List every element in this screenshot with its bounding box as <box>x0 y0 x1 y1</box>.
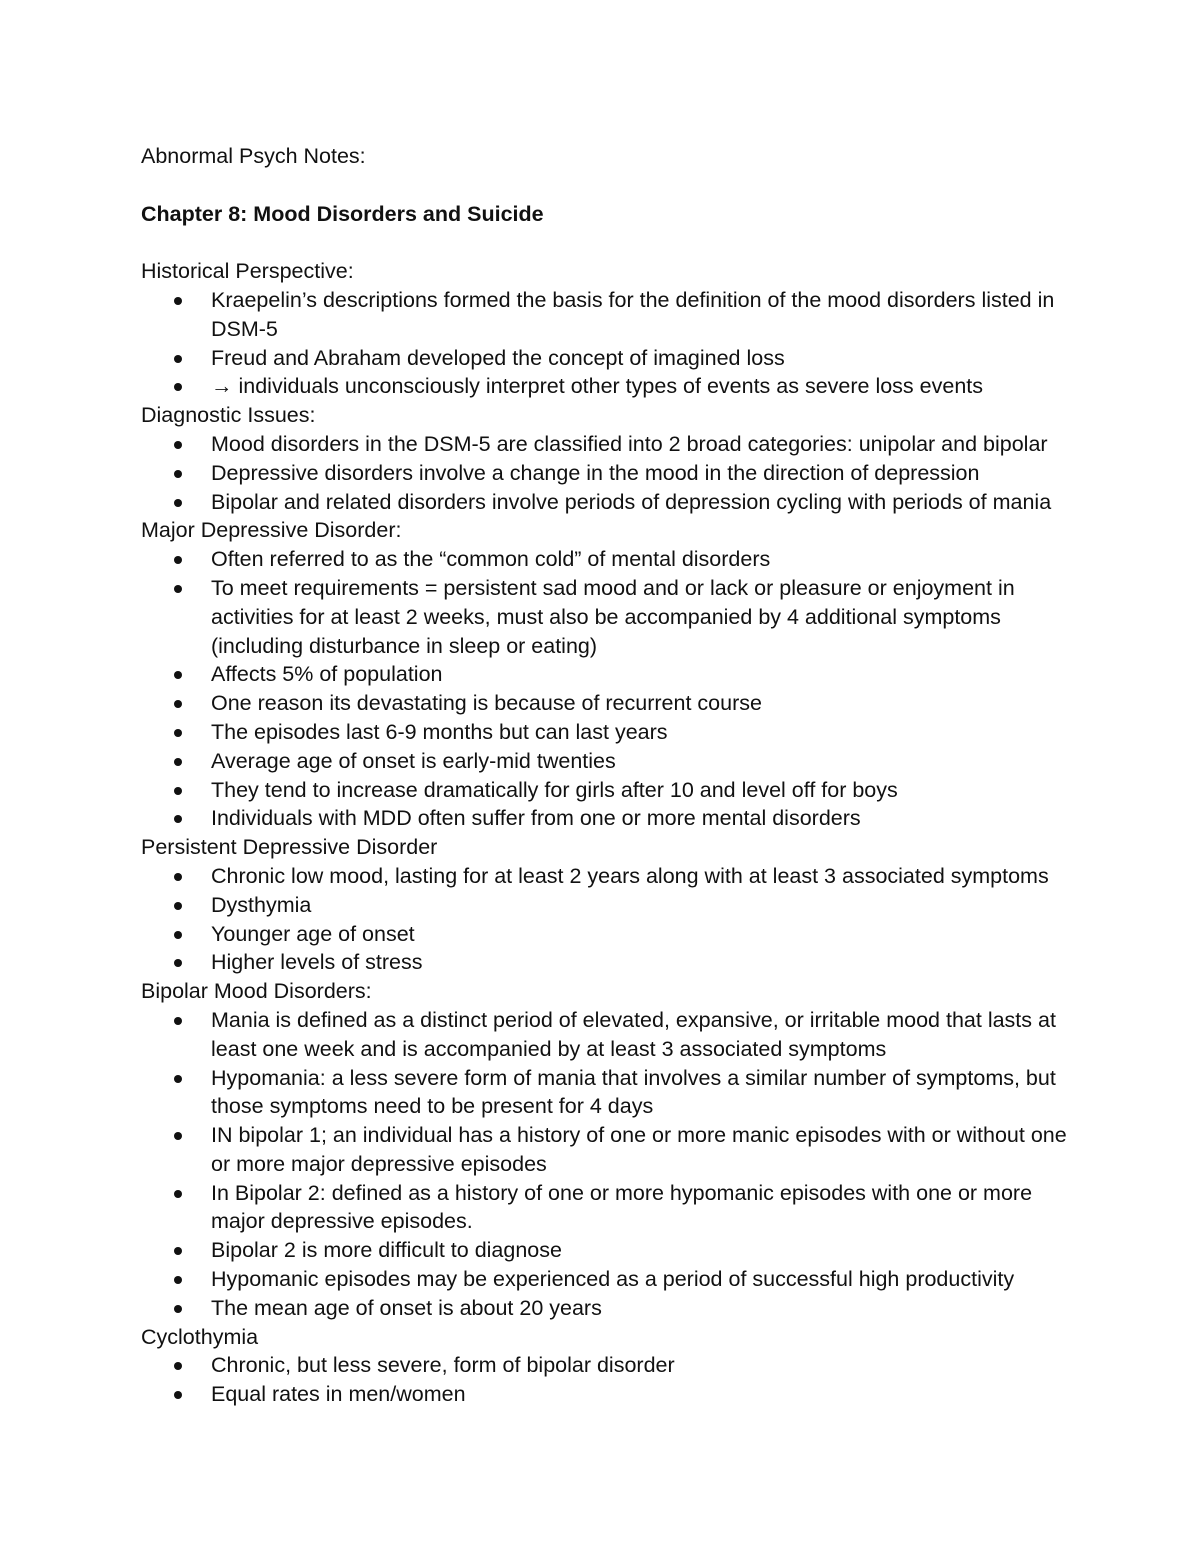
list-item <box>141 689 1081 718</box>
list-item-text: Chronic low mood, lasting for at least 2 years along with at least 3 associated symptoms <box>211 863 1049 888</box>
section-historical-perspective <box>141 257 1081 401</box>
list-item-text: One reason its devastating is because of recurrent course <box>211 691 762 716</box>
bullet-icon <box>174 1132 182 1140</box>
list-item-text: Individuals with MDD often suffer from one or more mental disorders <box>211 806 861 831</box>
bullet-icon <box>174 297 182 305</box>
document-title: Abnormal Psych Notes: <box>141 144 366 168</box>
list-item-text: Dysthymia <box>211 892 312 917</box>
list-item <box>141 1121 1081 1179</box>
bullet-icon <box>174 585 182 593</box>
list-item-text: Hypomania: a less severe form of mania that involves a similar number of symptoms, but those symptoms need to be present for 4 days <box>211 1065 1056 1119</box>
list-item-text: Affects 5% of population <box>211 662 443 687</box>
list-item <box>141 1380 1081 1409</box>
list-item-text: Depressive disorders involve a change in the mood in the direction of depression <box>211 460 980 485</box>
list-item-text: Equal rates in men/women <box>211 1382 466 1407</box>
bullet-icon <box>174 959 182 967</box>
list-item <box>141 920 1081 949</box>
section-cyclothymia <box>141 1323 1081 1409</box>
list-item <box>141 1179 1081 1237</box>
list-item-text: Chronic, but less severe, form of bipolar disorder <box>211 1353 675 1378</box>
list-item <box>141 718 1081 747</box>
bullet-list <box>141 286 1081 401</box>
bullet-icon <box>174 1362 182 1370</box>
list-item-text: Higher levels of stress <box>211 950 423 975</box>
chapter-title: Chapter 8: Mood Disorders and Suicide <box>141 201 544 226</box>
document-page <box>141 142 1081 1409</box>
list-item <box>141 344 1081 373</box>
bullet-icon <box>174 556 182 564</box>
list-item <box>141 1006 1081 1064</box>
bullet-list <box>141 1006 1081 1323</box>
bullet-icon <box>174 902 182 910</box>
list-item-text: In Bipolar 2: defined as a history of one or more hypomanic episodes with one or more major depressive episodes. <box>211 1180 1033 1234</box>
list-item <box>141 459 1081 488</box>
list-item <box>141 372 1081 401</box>
list-item-text: Average age of onset is early-mid twenties <box>211 748 616 773</box>
bullet-icon <box>174 700 182 708</box>
section-heading: Major Depressive Disorder: <box>141 518 402 543</box>
list-item-text: They tend to increase dramatically for girls after 10 and level off for boys <box>211 777 898 802</box>
section-heading: Persistent Depressive Disorder <box>141 835 438 860</box>
list-item <box>141 660 1081 689</box>
list-item <box>141 1265 1081 1294</box>
list-item <box>141 862 1081 891</box>
bullet-icon <box>174 441 182 449</box>
bullet-icon <box>174 383 182 391</box>
list-item <box>141 574 1081 660</box>
bullet-list <box>141 430 1081 516</box>
section-major-depressive-disorder <box>141 516 1081 833</box>
list-item-text: The mean age of onset is about 20 years <box>211 1295 602 1320</box>
bullet-icon <box>174 729 182 737</box>
bullet-icon <box>174 671 182 679</box>
bullet-icon <box>174 873 182 881</box>
list-item-text: Freud and Abraham developed the concept of imagined loss <box>211 345 785 370</box>
bullet-icon <box>174 355 182 363</box>
list-item <box>141 1236 1081 1265</box>
bullet-icon <box>174 815 182 823</box>
bullet-icon <box>174 1190 182 1198</box>
list-item-text: → individuals unconsciously interpret other types of events as severe loss events <box>211 374 984 399</box>
section-heading: Cyclothymia <box>141 1324 259 1349</box>
list-item <box>141 1294 1081 1323</box>
list-item <box>141 1064 1081 1122</box>
list-item <box>141 1351 1081 1380</box>
list-item <box>141 488 1081 517</box>
bullet-icon <box>174 470 182 478</box>
list-item <box>141 776 1081 805</box>
list-item-text: Often referred to as the “common cold” of mental disorders <box>211 547 771 572</box>
list-item-text: Bipolar 2 is more difficult to diagnose <box>211 1238 562 1263</box>
list-item-text: The episodes last 6-9 months but can last years <box>211 719 668 744</box>
list-item <box>141 545 1081 574</box>
list-item <box>141 891 1081 920</box>
list-item-text: To meet requirements = persistent sad mood and or lack or pleasure or enjoyment in activities for at least 2 weeks, must also be accompanied by 4 additional symptoms (including disturbance in sleep or eating) <box>211 575 1015 658</box>
bullet-list <box>141 1351 1081 1409</box>
section-heading: Historical Perspective: <box>141 259 354 284</box>
section-persistent-depressive-disorder <box>141 833 1081 977</box>
list-item <box>141 286 1081 344</box>
section-diagnostic-issues <box>141 401 1081 516</box>
bullet-icon <box>174 1075 182 1083</box>
list-item <box>141 948 1081 977</box>
bullet-icon <box>174 1017 182 1025</box>
bullet-icon <box>174 758 182 766</box>
list-item-text: Younger age of onset <box>211 921 415 946</box>
section-heading: Diagnostic Issues: <box>141 403 316 428</box>
bullet-icon <box>174 1247 182 1255</box>
bullet-list <box>141 545 1081 833</box>
list-item-text: Mood disorders in the DSM-5 are classified into 2 broad categories: unipolar and bipolar <box>211 431 1048 456</box>
list-item-text: Mania is defined as a distinct period of elevated, expansive, or irritable mood that lasts at least one week and is accompanied by at least 3 associated symptoms <box>211 1007 1056 1061</box>
list-item <box>141 430 1081 459</box>
bullet-icon <box>174 1305 182 1313</box>
section-bipolar-mood-disorders <box>141 977 1081 1323</box>
bullet-icon <box>174 787 182 795</box>
bullet-icon <box>174 931 182 939</box>
list-item <box>141 747 1081 776</box>
bullet-icon <box>174 1276 182 1284</box>
list-item-text: Kraepelin’s descriptions formed the basis for the definition of the mood disorders listed in DSM-5 <box>211 287 1055 341</box>
section-heading: Bipolar Mood Disorders: <box>141 979 372 1004</box>
list-item-text: IN bipolar 1; an individual has a history of one or more manic episodes with or without one or more major depressive episodes <box>211 1123 1067 1176</box>
bullet-icon <box>174 1391 182 1399</box>
list-item-text: Bipolar and related disorders involve periods of depression cycling with periods of mania <box>211 489 1052 514</box>
bullet-list <box>141 862 1081 977</box>
bullet-icon <box>174 499 182 507</box>
list-item-text: Hypomanic episodes may be experienced as a period of successful high productivity <box>211 1267 1015 1292</box>
list-item <box>141 804 1081 833</box>
